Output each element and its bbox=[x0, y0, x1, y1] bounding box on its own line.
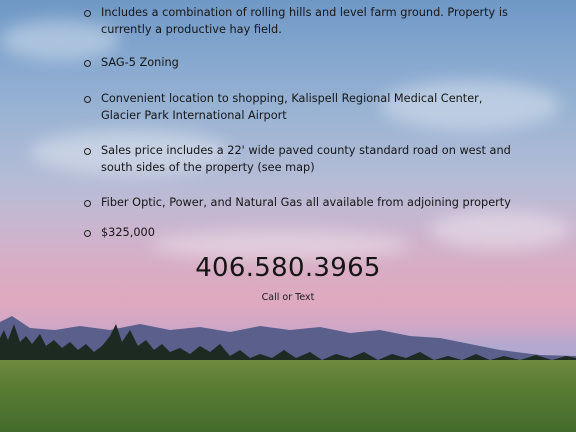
list-item-text: Sales price includes a 22' wide paved county standard road on west and south sides of the property (see map) bbox=[101, 144, 511, 174]
list-item-text: Fiber Optic, Power, and Natural Gas all available from adjoining property bbox=[101, 196, 511, 209]
list-item-text: Convenient location to shopping, Kalispell Regional Medical Center, Glacier Park International Airport bbox=[101, 92, 483, 122]
bullet-circle-icon bbox=[84, 200, 91, 207]
phone-number: 406.580.3965 bbox=[195, 253, 381, 283]
list-item-text: $325,000 bbox=[101, 226, 155, 239]
hay-field bbox=[0, 360, 576, 432]
bullet-circle-icon bbox=[84, 148, 91, 155]
call-or-text-label: Call or Text bbox=[261, 292, 315, 303]
bullet-circle-icon bbox=[84, 10, 91, 17]
list-item-text: Includes a combination of rolling hills and level farm ground. Property is currently a productive hay field. bbox=[101, 6, 508, 36]
bullet-circle-icon bbox=[84, 96, 91, 103]
bullet-circle-icon bbox=[84, 60, 91, 67]
bullet-circle-icon bbox=[84, 230, 91, 237]
list-item-text: SAG-5 Zoning bbox=[101, 56, 179, 69]
